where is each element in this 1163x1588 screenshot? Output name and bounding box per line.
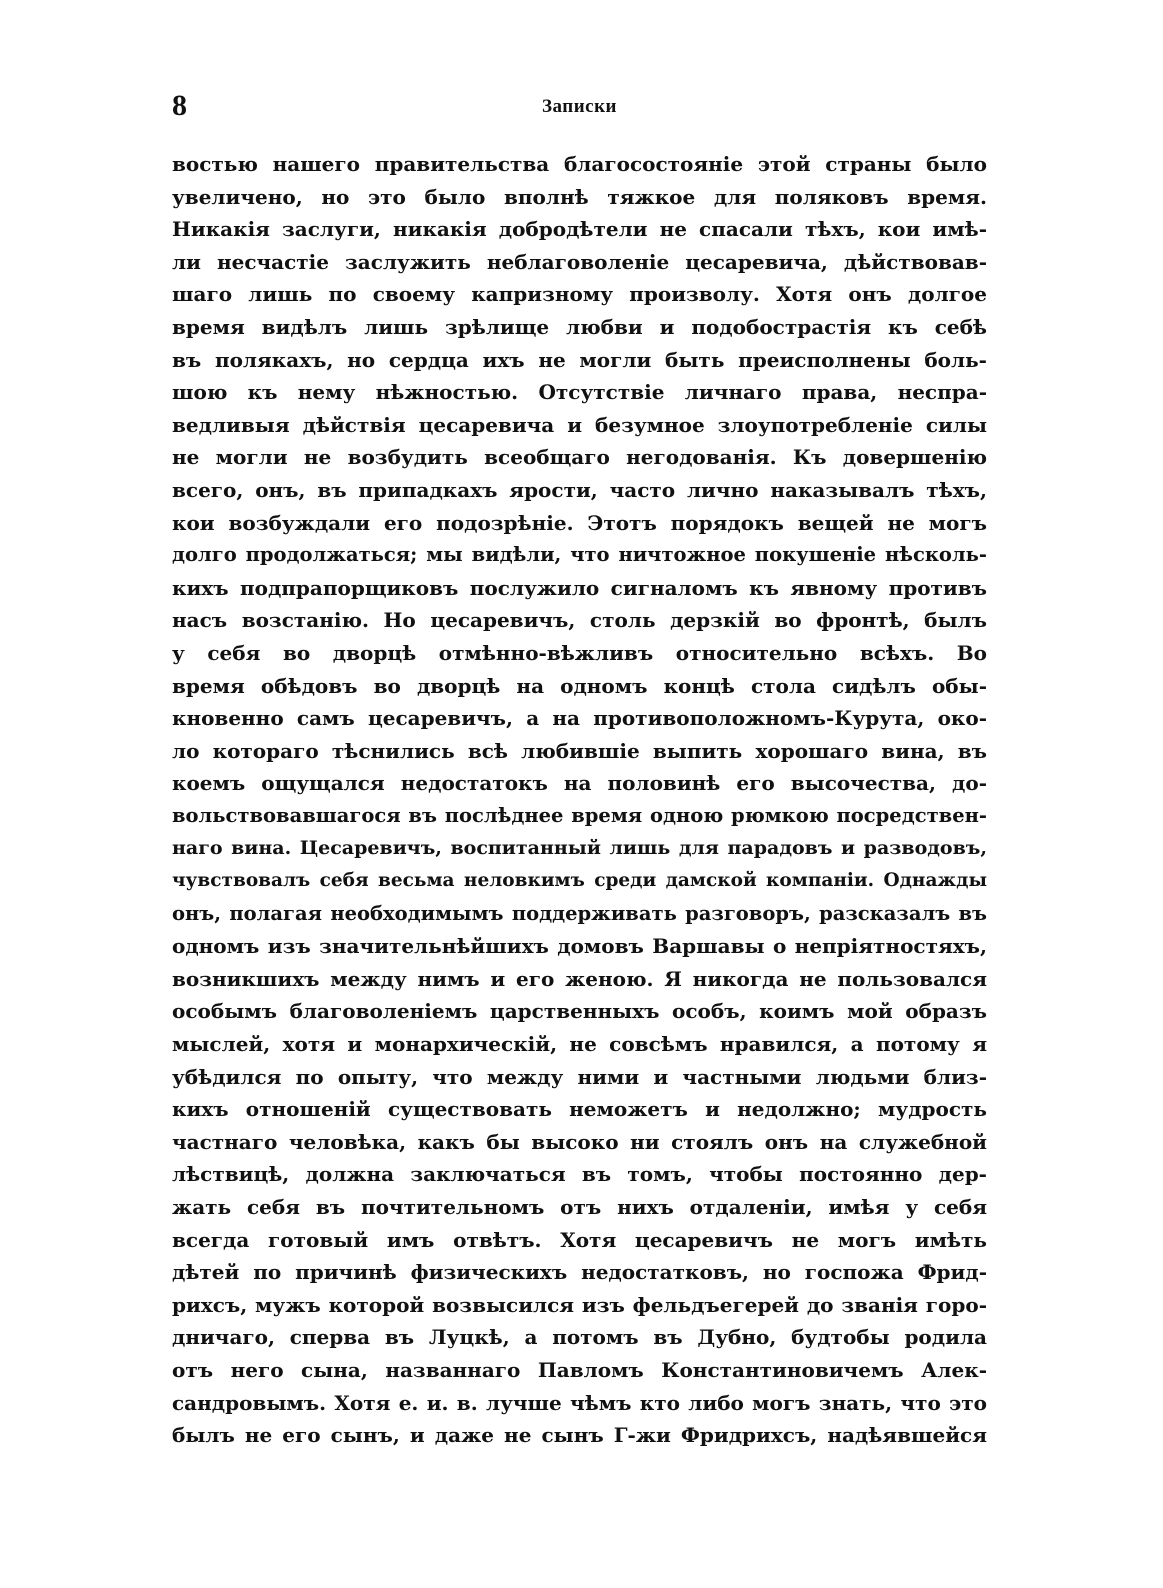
body-text [172, 148, 987, 1452]
text-line: ло котораго тѣснились всѣ любившіе выпить хорошаго вина, въ [172, 738, 987, 763]
text-line: былъ не его сынъ, и даже не сынъ Г-жи Фридрихсъ, надѣявшейся [172, 1423, 987, 1448]
text-line: наго вина. Цесаревичъ, воспитанный лишь для парадовъ и разводовъ, [172, 837, 987, 860]
text-line: возникшихъ между нимъ и его женою. Я никогда не пользовался [172, 966, 987, 991]
text-line: чувствовалъ себя весьма неловкимъ среди дамской компаніи. Однажды [172, 870, 987, 892]
text-line: онъ, полагая необходимымъ поддерживать разговоръ, разсказалъ въ [172, 901, 987, 925]
text-line: отъ него сына, названнаго Павломъ Константиновичемъ Алек- [172, 1357, 987, 1382]
text-line: особымъ благоволеніемъ царственныхъ особъ, коимъ мой образъ [172, 999, 987, 1024]
text-line: сандровымъ. Хотя е. и. в. лучше чѣмъ кто либо могъ знать, что это [172, 1390, 987, 1415]
text-line: кновенно самъ цесаревичъ, а на противоположномъ-Курута, око- [172, 706, 987, 731]
text-line: шою къ нему нѣжностью. Отсутствіе личнаго права, неспра- [172, 380, 987, 405]
running-title: Записки [541, 96, 617, 117]
text-line: коемъ ощущался недостатокъ на половинѣ его высочества, до- [172, 771, 987, 796]
text-line: мыслей, хотя и монархическій, не совсѣмъ нравился, а потому я [172, 1032, 987, 1057]
text-line: востью нашего правительства благосостояніе этой страны было [172, 152, 987, 176]
page-number: 8 [172, 89, 187, 122]
text-line: ли несчастіе заслужить неблаговоленіе цесаревича, дѣйствовав- [172, 249, 987, 274]
text-line: всего, онъ, въ припадкахъ ярости, часто лично наказывалъ тѣхъ, [172, 477, 987, 502]
text-line: лѣствицѣ, должна заключаться въ томъ, чтобы постоянно дер- [172, 1162, 987, 1187]
text-line: въ полякахъ, но сердца ихъ не могли быть преисполнены боль- [172, 347, 987, 372]
text-line: частнаго человѣка, какъ бы высоко ни стоялъ онъ на служебной [172, 1129, 987, 1154]
text-line: долго продолжаться; мы видѣли, что ничтожное покушеніе нѣсколь- [172, 543, 987, 567]
text-line: у себя во дворцѣ отмѣнно-вѣжливъ относительно всѣхъ. Во [172, 640, 987, 665]
running-head [172, 86, 987, 126]
text-line: насъ возстанію. Но цесаревичъ, столь дерзкій во фронтѣ, былъ [172, 608, 987, 633]
text-line: кихъ подпрапорщиковъ послужило сигналомъ къ явному противъ [172, 575, 987, 600]
text-line: рихсъ, мужъ которой возвысился изъ фельдъегерей до званія горо- [172, 1292, 987, 1317]
text-line: Никакія заслуги, никакія добродѣтели не спасали тѣхъ, кои имѣ- [172, 217, 987, 242]
text-line: всегда готовый имъ отвѣтъ. Хотя цесаревичъ не могъ имѣть [172, 1227, 987, 1252]
text-line: дѣтей по причинѣ физическихъ недостатковъ, но госпожа Фрид- [172, 1260, 987, 1285]
text-line: кои возбуждали его подозрѣніе. Этотъ порядокъ вещей не могъ [172, 510, 987, 535]
text-line: вольствовавшагося въ послѣднее время одною рюмкою посредствен- [172, 803, 987, 827]
text-line: ведливыя дѣйствія цесаревича и безумное злоупотребленіе силы [172, 412, 987, 437]
text-line: время видѣлъ лишь зрѣлище любви и подобострастія къ себѣ [172, 314, 987, 339]
text-line: жать себя въ почтительномъ отъ нихъ отдаленіи, имѣя у себя [172, 1195, 987, 1219]
text-line: время обѣдовъ во дворцѣ на одномъ концѣ стола сидѣлъ обы- [172, 673, 987, 698]
text-line: одномъ изъ значительнѣйшихъ домовъ Варшавы о непріятностяхъ, [172, 934, 987, 959]
text-line: не могли не возбудить всеобщаго негодованія. Къ довершенію [172, 445, 987, 470]
text-line: кихъ отношеній существовать неможетъ и недолжно; мудрость [172, 1097, 987, 1122]
text-line: шаго лишь по своему капризному произволу. Хотя онъ долгое [172, 282, 987, 307]
text-line: увеличено, но это было вполнѣ тяжкое для поляковъ время. [172, 184, 987, 209]
text-line: убѣдился по опыту, что между ними и частными людьми близ- [172, 1064, 987, 1089]
text-line: дничаго, сперва въ Луцкѣ, а потомъ въ Дубно, будтобы родила [172, 1325, 987, 1350]
